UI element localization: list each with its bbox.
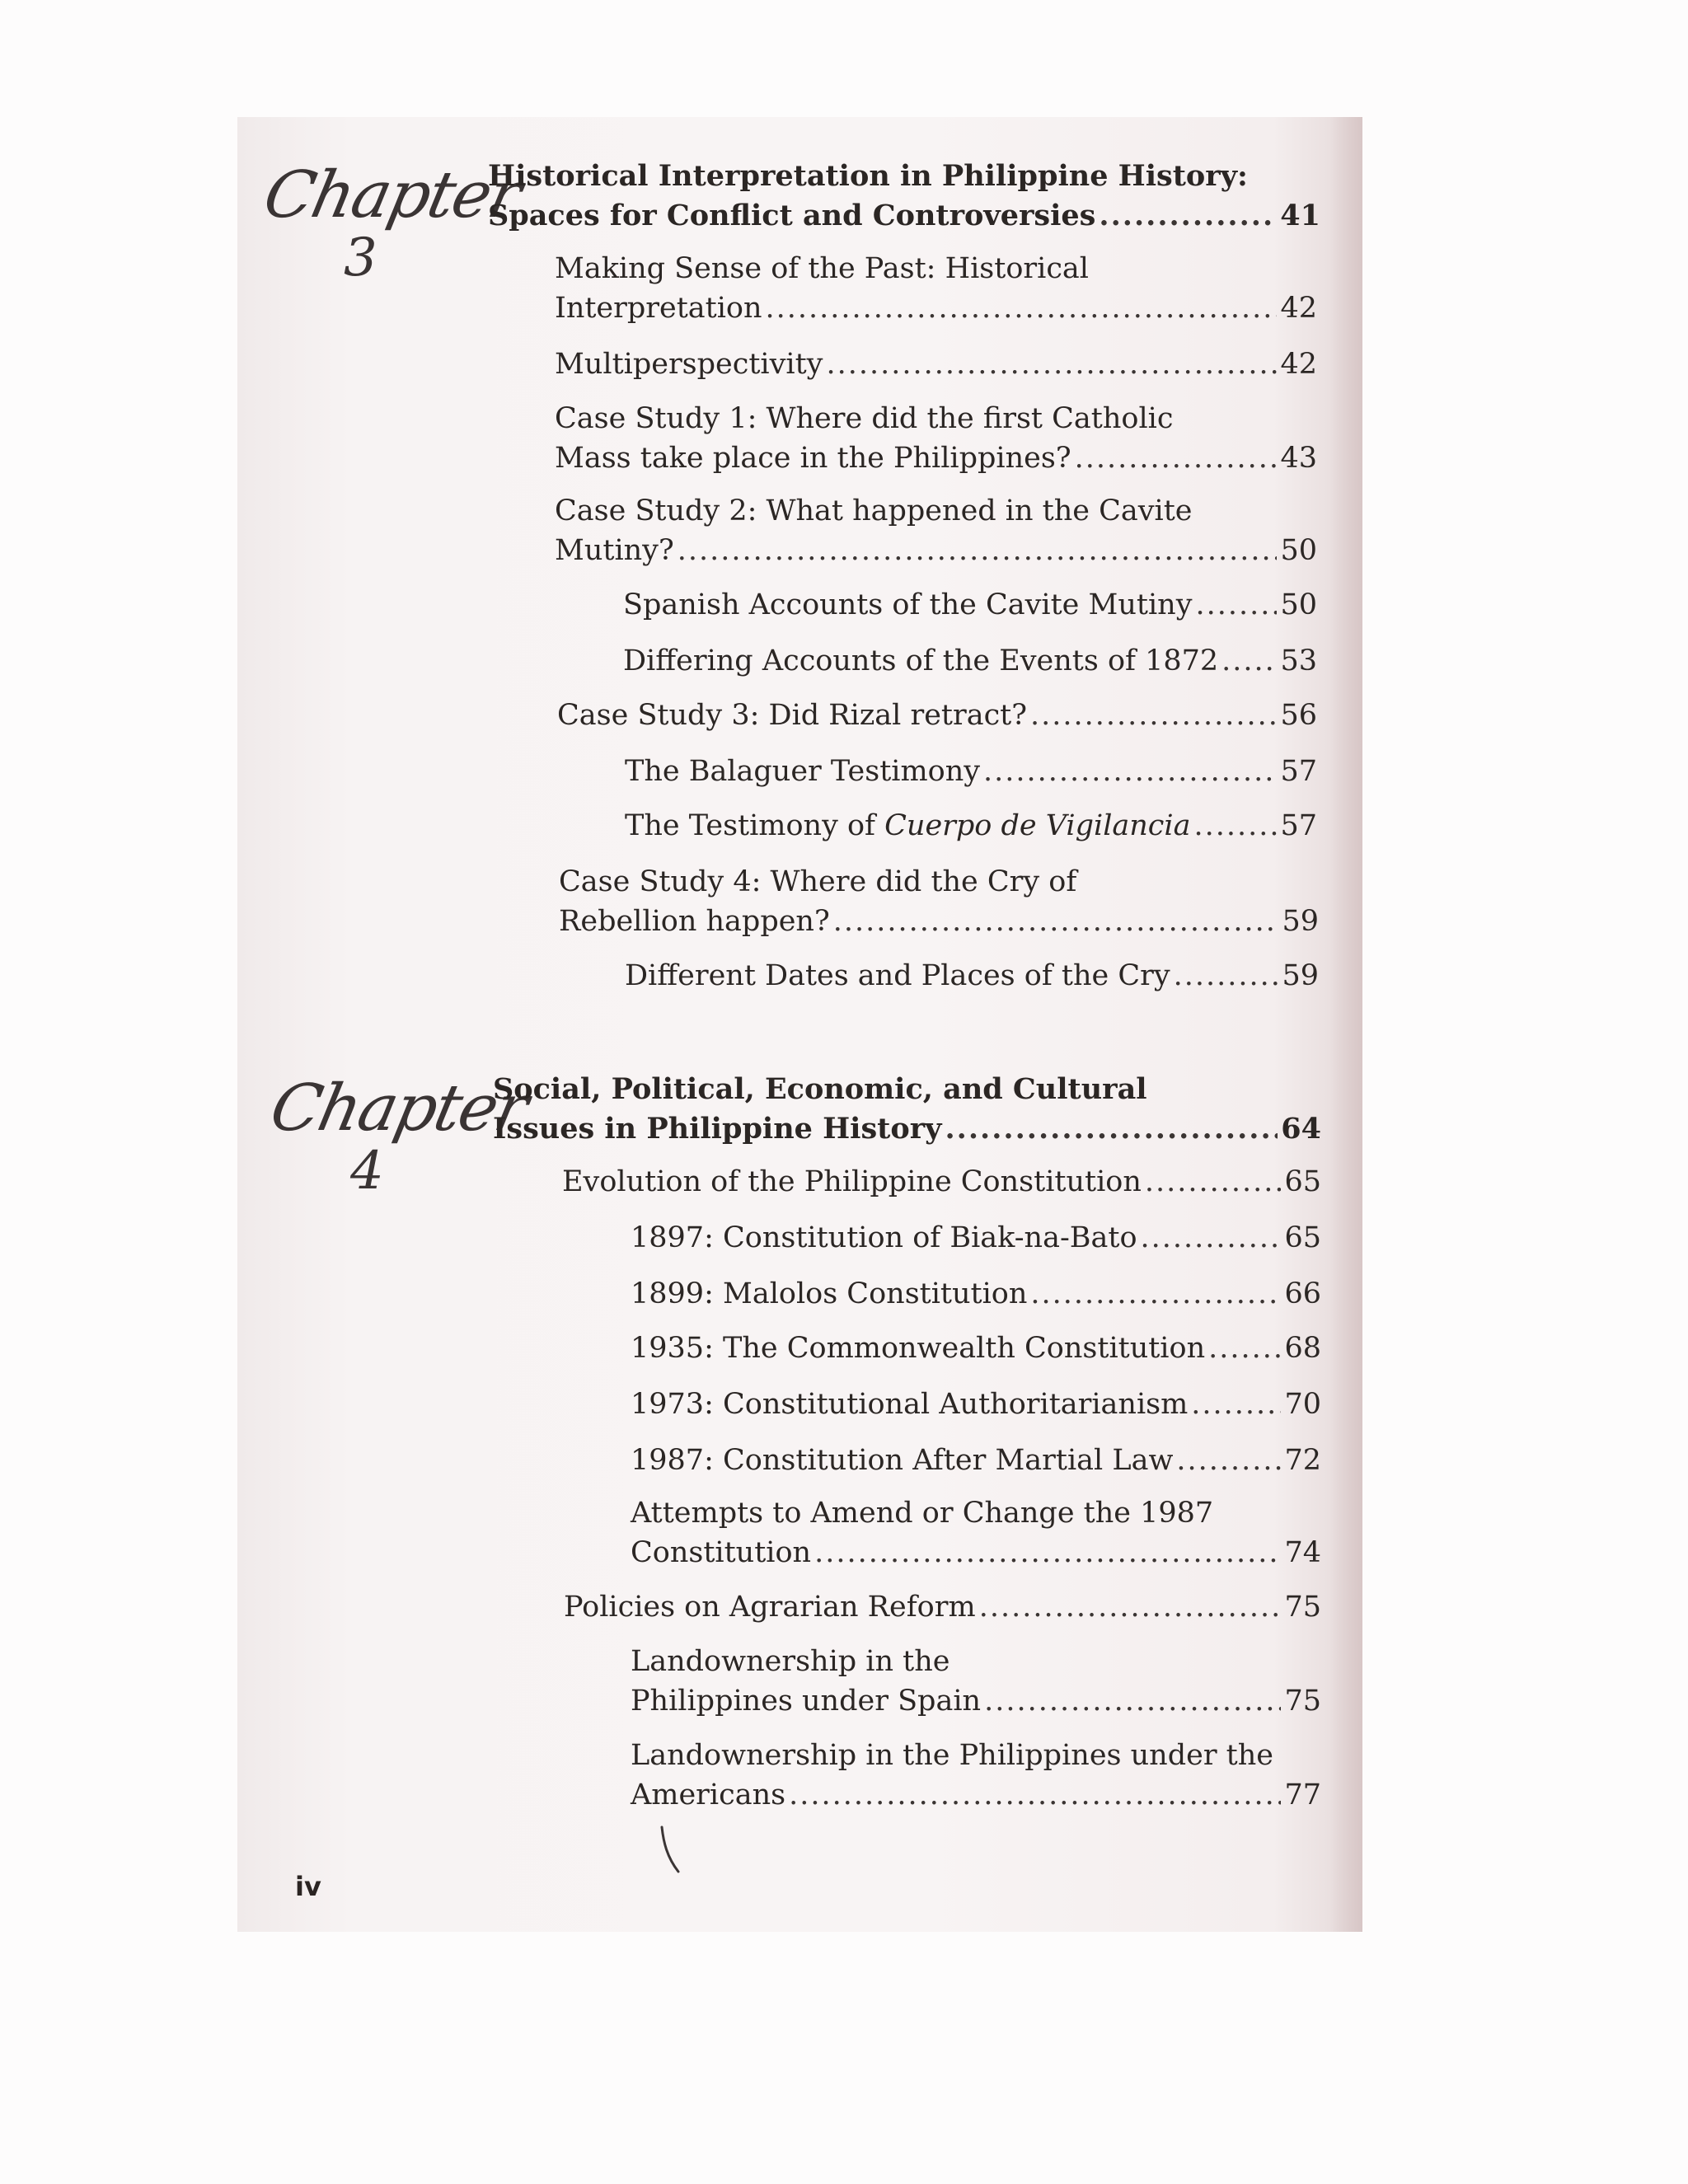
leader-dots [1195, 585, 1277, 625]
toc-entry-case-study-2[interactable] [555, 491, 1317, 570]
toc-entry-cuerpo-de-vigilancia[interactable] [625, 806, 1317, 846]
toc-entry-line1b-italic: Cuerpo de Vigilancia [884, 809, 1191, 842]
toc-entry-line2: Philippines under Spain [631, 1685, 982, 1718]
chapter-3-page: 41 [1280, 199, 1320, 232]
chapter-4-label: Chapter [264, 1071, 533, 1146]
toc-entry-line2: Interpretation [555, 292, 762, 325]
toc-entry-page: 42 [1280, 292, 1317, 325]
toc-entry-page: 68 [1284, 1332, 1321, 1365]
toc-entry-page: 65 [1284, 1221, 1321, 1254]
chapter-4-title-line2: Issues in Philippine History [493, 1112, 942, 1146]
toc-entry-page: 53 [1280, 644, 1317, 677]
toc-entry-line1: Landownership in the [631, 1645, 950, 1678]
chapter-4-page: 64 [1281, 1112, 1321, 1146]
leader-dots [678, 531, 1278, 570]
toc-entry-line1: Case Study 4: Where did the Cry of [559, 865, 1077, 898]
toc-entry-case-study-1[interactable] [555, 399, 1317, 478]
toc-entry-line1: Attempts to Amend or Change the 1987 [631, 1497, 1214, 1530]
leader-dots [814, 1533, 1281, 1572]
toc-entry-line1: Differing Accounts of the Events of 1872 [623, 644, 1219, 677]
toc-entry-page: 59 [1282, 959, 1319, 992]
toc-entry-page: 70 [1284, 1388, 1321, 1421]
leader-dots [1176, 1441, 1281, 1480]
chapter-4-title[interactable] [493, 1070, 1321, 1149]
toc-entry-multiperspectivity[interactable] [555, 344, 1317, 384]
toc-entry-page: 65 [1284, 1165, 1321, 1198]
toc-entry-1935-constitution[interactable] [631, 1329, 1321, 1368]
toc-entry-line2: Constitution [631, 1536, 812, 1569]
toc-entry-line1: Making Sense of the Past: Historical [555, 252, 1089, 285]
toc-entry-case-study-4[interactable] [559, 862, 1319, 941]
toc-entry-line1: 1935: The Commonwealth Constitution [631, 1332, 1206, 1365]
leader-dots [1221, 641, 1277, 681]
toc-entry-page: 56 [1280, 699, 1317, 732]
leader-dots [979, 1587, 1282, 1627]
toc-entry-landownership-americans[interactable] [631, 1736, 1321, 1815]
toc-entry-page: 57 [1280, 755, 1317, 788]
chapter-3-marker [257, 158, 527, 288]
toc-entry-line1: Case Study 3: Did Rizal retract? [557, 699, 1028, 732]
toc-entry-page: 50 [1280, 588, 1317, 621]
toc-entry-page: 75 [1284, 1685, 1321, 1718]
toc-entry-1899-constitution[interactable] [631, 1274, 1321, 1314]
toc-entry-line1: Spanish Accounts of the Cavite Mutiny [623, 588, 1193, 621]
leader-dots [1145, 1162, 1282, 1202]
leader-dots [1208, 1329, 1281, 1368]
toc-entry-different-dates[interactable] [625, 956, 1319, 996]
toc-entry-page: 77 [1284, 1779, 1321, 1811]
toc-entry-balaguer-testimony[interactable] [625, 752, 1317, 791]
toc-entry-evolution-constitution[interactable] [562, 1162, 1321, 1202]
toc-entry-landownership-spain[interactable] [631, 1642, 1321, 1721]
chapter-4-number: 4 [350, 1141, 384, 1202]
toc-entry-spanish-accounts[interactable] [623, 585, 1317, 625]
toc-entry-line1: 1973: Constitutional Authoritarianism [631, 1388, 1189, 1421]
leader-dots [766, 288, 1278, 328]
toc-entry-line1: Landownership in the Philippines under the [631, 1739, 1273, 1772]
toc-entry-line1: Evolution of the Philippine Constitution [562, 1165, 1142, 1198]
toc-entry-line2: Americans [631, 1779, 786, 1811]
leader-dots [1191, 1385, 1281, 1424]
leader-dots [833, 902, 1279, 941]
leader-dots [826, 344, 1277, 384]
toc-entry-line1: Policies on Agrarian Reform [564, 1591, 976, 1624]
page-number: iv [295, 1871, 321, 1902]
page-gutter-shadow [1329, 117, 1362, 1932]
toc-entry-line1a: The Testimony of [625, 809, 885, 842]
toc-entry-1973-constitution[interactable] [631, 1385, 1321, 1424]
toc-entry-line1: 1899: Malolos Constitution [631, 1277, 1028, 1310]
leader-dots [1030, 696, 1277, 735]
toc-entry-line1: 1897: Constitution of Biak-na-Bato [631, 1221, 1137, 1254]
toc-entry-page: 72 [1284, 1444, 1321, 1477]
leader-dots [984, 1681, 1281, 1721]
chapter-3-title-line2: Spaces for Conflict and Controversies [488, 199, 1096, 232]
leader-dots [1099, 196, 1277, 236]
toc-entry-case-study-3[interactable] [557, 696, 1317, 735]
toc-entry-page: 74 [1284, 1536, 1321, 1569]
toc-entry-page: 66 [1284, 1277, 1321, 1310]
toc-entry-line1: The Balaguer Testimony [625, 755, 981, 788]
toc-entry-page: 50 [1280, 534, 1317, 567]
leader-dots [1030, 1274, 1281, 1314]
leader-dots [983, 752, 1277, 791]
toc-entry-line2: Mutiny? [555, 534, 674, 567]
toc-entry-agrarian-reform[interactable] [564, 1587, 1321, 1627]
toc-entry-historical-interpretation[interactable] [555, 249, 1317, 328]
toc-entry-line2: Rebellion happen? [559, 905, 830, 938]
chapter-3-title-line1: Historical Interpretation in Philippine History: [488, 159, 1248, 193]
pen-mark-icon [655, 1825, 688, 1875]
leader-dots [1141, 1218, 1282, 1258]
chapter-4-title-line1: Social, Political, Economic, and Cultural [493, 1072, 1147, 1106]
leader-dots [1075, 438, 1278, 478]
toc-entry-line1: Multiperspectivity [555, 348, 823, 381]
toc-entry-page: 43 [1280, 442, 1317, 475]
toc-entry-1897-constitution[interactable] [631, 1218, 1321, 1258]
toc-entry-attempts-to-amend[interactable] [631, 1493, 1321, 1572]
leader-dots [789, 1775, 1281, 1815]
toc-entry-page: 75 [1284, 1591, 1321, 1624]
toc-entry-line2: Mass take place in the Philippines? [555, 442, 1071, 475]
leader-dots [945, 1109, 1278, 1149]
chapter-3-label: Chapter [257, 158, 527, 232]
toc-entry-1987-constitution[interactable] [631, 1441, 1321, 1480]
leader-dots [1193, 806, 1277, 846]
leader-dots [1174, 956, 1279, 996]
toc-entry-line1: Case Study 1: Where did the first Catholic [555, 402, 1174, 435]
toc-entry-page: 59 [1282, 905, 1319, 938]
chapter-3-title[interactable] [488, 157, 1320, 236]
toc-entry-page: 57 [1280, 809, 1317, 842]
toc-entry-differing-accounts[interactable] [623, 641, 1317, 681]
toc-entry-page: 42 [1280, 348, 1317, 381]
chapter-4-marker [264, 1071, 533, 1202]
toc-entry-line1: 1987: Constitution After Martial Law [631, 1444, 1174, 1477]
toc-entry-line1: Case Study 2: What happened in the Cavite [555, 494, 1193, 527]
toc-entry-line1: Different Dates and Places of the Cry [625, 959, 1170, 992]
chapter-3-number: 3 [344, 227, 377, 288]
